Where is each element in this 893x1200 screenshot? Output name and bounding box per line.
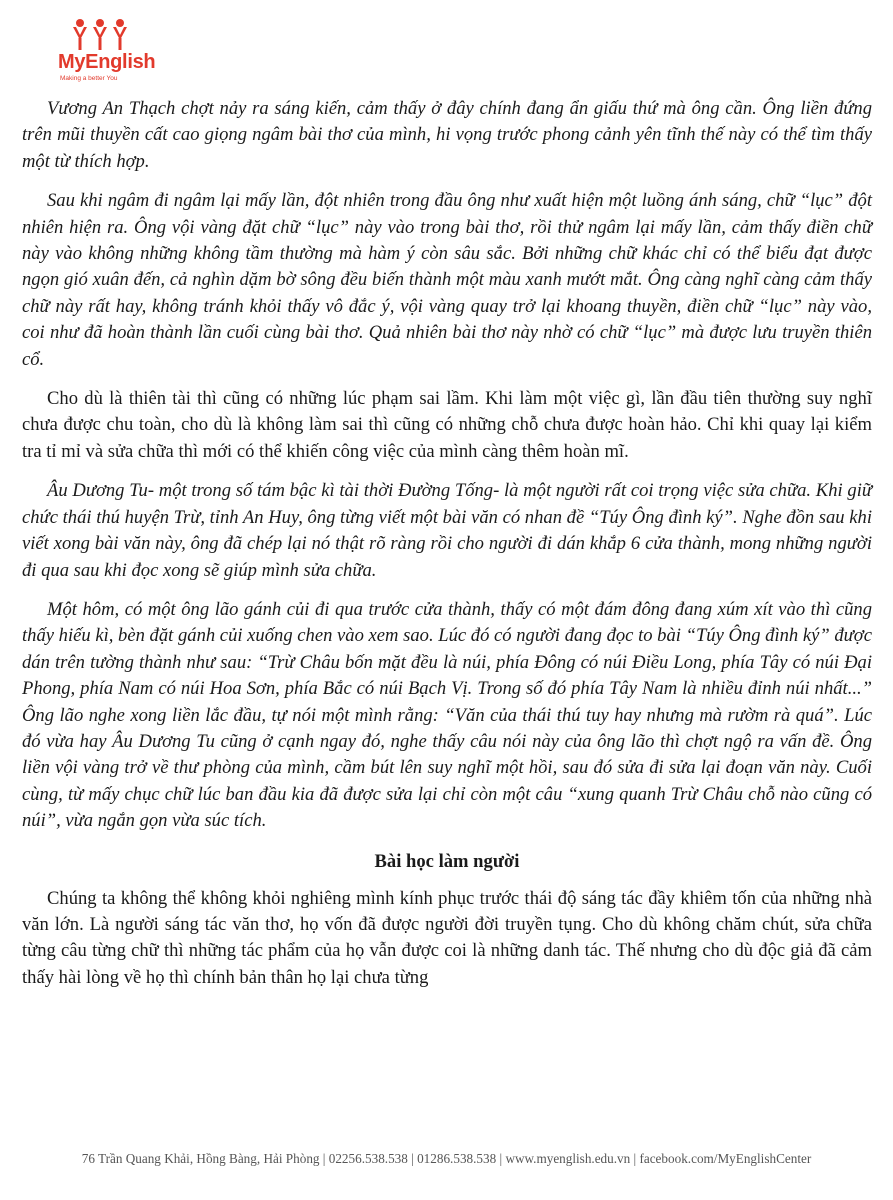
- closing-paragraph: Chúng ta không thể không khỏi nghiêng mình kính phục trước thái độ sáng tác đầy khiêm tốn của những nhà văn lớn. Là người sáng tác văn thơ, họ vốn đã được người đời truyền tụng. Cho dù không chăm chút, sửa chữa từng câu từng chữ thì những tác phẩm của họ vẫn được coi là những danh tác. Thế nhưng cho dù độc giả đã cảm thấy hài lòng về họ thì chính bản thân họ lại chưa từng: [22, 887, 872, 988]
- article-body: [22, 96, 872, 991]
- people-logo-icon: [70, 18, 130, 52]
- page-footer: 76 Trần Quang Khải, Hồng Bàng, Hải Phòng | 02256.538.538 | 01286.538.538 | www.myenglish.edu.vn | facebook.com/MyEnglishCenter: [81, 1151, 812, 1166]
- section-heading: Bài học làm người: [374, 850, 520, 872]
- paragraph-5: Một hôm, có một ông lão gánh củi đi qua trước cửa thành, thấy có một đám đông đang xúm xít vào thì cũng thấy hiếu kì, bèn đặt gánh củi xuống chen vào xem sao. Lúc đó có người đang đọc to bài “Túy Ông đình ký” được dán trên tường thành như sau: “Trừ Châu bốn mặt đều là núi, phía Đông có núi Điều Long, phía Tây có núi Đại Phong, phía Nam có núi Hoa Sơn, phía Bắc có núi Bạch Vị. Trong số đó phía Tây Nam là nhiều đỉnh núi nhất...” Ông lão nghe xong liền lắc đầu, tự nói một mình rằng: “Văn của thái thú tuy hay nhưng mà rườm rà quá”. Lúc đó vừa hay Âu Dương Tu cũng ở cạnh ngay đó, nghe thấy câu nói này của ông lão thì chợt ngộ ra vấn đề. Ông liền vội vàng trở về thư phòng của mình, cầm bút lên suy nghĩ một hồi, sau đó sửa đi sửa lại đoạn văn này. Cuối cùng, từ mấy chục chữ lúc ban đầu kia đã được sửa lại chỉ còn một câu “xung quanh Trừ Châu chỗ nào cũng có núi”, vừa ngắn gọn vừa súc tích.: [22, 598, 872, 832]
- paragraph-3: Cho dù là thiên tài thì cũng có những lúc phạm sai lầm. Khi làm một việc gì, lần đầu tiên thường suy nghĩ chưa được chu toàn, cho dù là không làm sai thì cũng có những chỗ chưa được hoàn hảo. Chỉ khi quay lại kiểm tra tỉ mỉ và sửa chữa thì mới có thể khiến công việc của mình càng thêm hoàn mĩ.: [22, 388, 872, 462]
- paragraph-4: Âu Dương Tu- một trong số tám bậc kì tài thời Đường Tống- là một người rất coi trọng việc sửa chữa. Khi giữ chức thái thú huyện Trừ, tỉnh An Huy, ông từng viết một bài văn có nhan đề “Túy Ông đình ký”. Nghe đồn sau khi viết xong bài văn này, ông đã chép lại nó thật rõ ràng rồi cho người đi dán khắp 6 cửa thành, mong những người đi qua sau khi đọc xong sẽ giúp mình sửa chữa.: [22, 480, 872, 581]
- brand-logo: [58, 18, 158, 82]
- brand-tagline: Making a better You: [60, 75, 118, 82]
- paragraph-1: Vương An Thạch chợt nảy ra sáng kiến, cảm thấy ở đây chính đang ẩn giấu thứ mà ông cần. Ông liền đứng trên mũi thuyền cất cao giọng ngâm bài thơ của mình, hi vọng trước phong cảnh yên tĩnh thế này có thể tìm thấy một từ thích hợp.: [22, 98, 872, 172]
- brand-name: MyEnglish: [58, 51, 156, 73]
- paragraph-2: Sau khi ngâm đi ngâm lại mấy lần, đột nhiên trong đầu ông như xuất hiện một luồng ánh sáng, chữ “lục” đột nhiên hiện ra. Ông vội vàng đặt chữ “lục” này vào trong bài thơ, rồi thử ngâm lại mấy lần, cảm thấy điền chữ này vào không những không tầm thường mà hàm ý còn sâu sắc. Bởi những chữ khác chỉ có thể biểu đạt được ngọn gió xuân đến, cả nghìn dặm bờ sông đều biến thành một màu xanh mướt mắt. Ông càng nghĩ càng cảm thấy chữ này rất hay, không tránh khỏi thấy vô đắc ý, vội vàng quay trở lại khoang thuyền, điền chữ “lục” này vào, coi như đã hoàn thành lần cuối cùng bài thơ. Quả nhiên bài thơ này nhờ có chữ “lục” mà được lưu truyền thiên cổ.: [22, 190, 872, 370]
